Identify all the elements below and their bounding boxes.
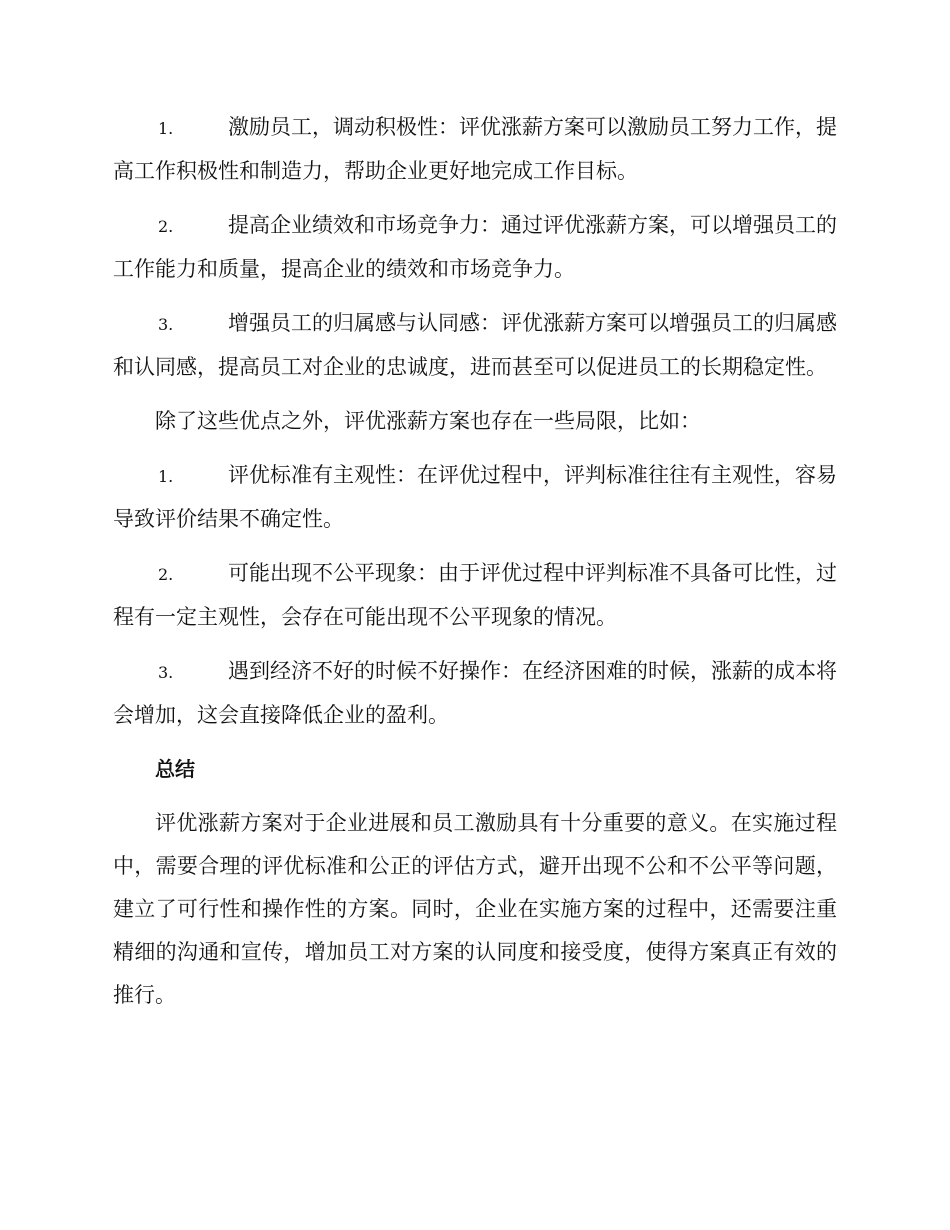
list-number: 3. [158,663,174,682]
advantage-item-2 [113,204,837,291]
list-number: 1. [158,119,174,138]
list-text: 可能出现不公平现象：由于评优过程中评判标准不具备可比性，过程有一定主观性，会存在可能出现不公平现象的情况。 [113,561,837,629]
list-number: 2. [158,565,174,584]
limitation-item-1 [113,454,837,541]
list-text: 激励员工，调动积极性：评优涨薪方案可以激励员工努力工作，提高工作积极性和制造力，帮助企业更好地完成工作目标。 [113,115,837,183]
document-page [113,106,837,1028]
summary-paragraph: 评优涨薪方案对于企业进展和员工激励具有十分重要的意义。在实施过程中，需要合理的评优标准和公正的评估方式，避开出现不公和不公平等问题，建立了可行性和操作性的方案。同时，企业在实施方案的过程中，还需要注重精细的沟通和宣传，增加员工对方案的认同度和接受度，使得方案真正有效的推行。 [113,811,837,1007]
list-number: 2. [158,217,174,236]
list-text: 评优标准有主观性：在评优过程中，评判标准往往有主观性，容易导致评价结果不确定性。 [113,463,837,531]
list-text: 提高企业绩效和市场竞争力：通过评优涨薪方案，可以增强员工的工作能力和质量，提高企业的绩效和市场竞争力。 [113,213,837,281]
list-number: 1. [158,467,174,486]
list-number: 3. [158,315,174,334]
limitation-item-2 [113,552,837,639]
limitation-item-3 [113,650,837,737]
summary-heading: 总结 [155,757,195,781]
list-text: 增强员工的归属感与认同感：评优涨薪方案可以增强员工的归属感和认同感，提高员工对企业的忠诚度，进而甚至可以促进员工的长期稳定性。 [113,311,837,379]
list-text: 遇到经济不好的时候不好操作：在经济困难的时候，涨薪的成本将会增加，这会直接降低企业的盈利。 [113,659,837,727]
transition-paragraph: 除了这些优点之外，评优涨薪方案也存在一些局限，比如： [155,409,701,433]
advantage-item-3 [113,302,837,389]
advantage-item-1 [113,106,837,193]
